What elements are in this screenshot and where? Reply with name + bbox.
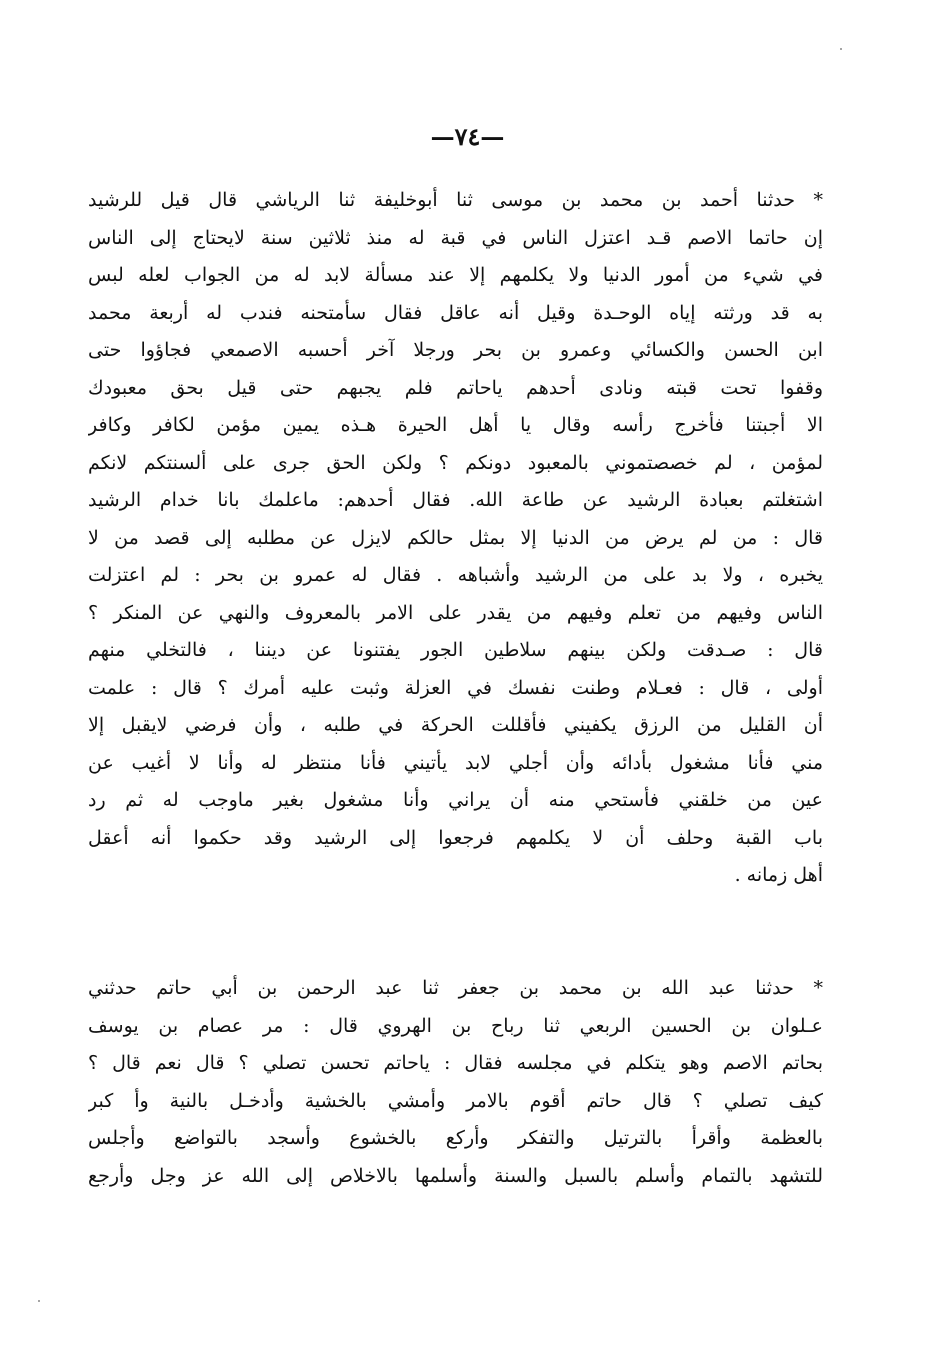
text-line: أهل زمانه .: [734, 864, 823, 886]
text-line: عـلوان بن الحسين الربعي ثنا رباح بن الهروي قال : مر عصام بن يوسف: [88, 1014, 823, 1037]
text-line: به قد ورثته إياه الوحـدة وقيل أنه عاقل فقال سأمتحنه فندب له أربعة محمد: [88, 301, 823, 324]
text-line: إن حاتما الاصم قـد اعتزل الناس في قبة له منذ ثلاثين سنة لايحتاج إلى الناس: [88, 226, 823, 249]
scan-speck: [38, 1300, 40, 1302]
text-line: اشتغلتم بعبادة الرشيد عن طاعة الله. فقال أحدهم: ماعلمك بانا خدام الرشيد: [88, 489, 823, 511]
page-number: —٧٤—: [430, 122, 505, 151]
text-line: بالعظمة وأقرأ بالترتيل والتفكر وأركع بالخشوع وأسجد بالتواضع وأجلس: [88, 1127, 823, 1149]
scan-speck: [840, 48, 842, 50]
text-line: قال : من لم يرض من الدنيا إلا بمثل حالكم لايزل عن مطلبه إلى قصد من لا: [88, 526, 823, 549]
text-line: يخبره ، ولا بد على من الرشيد وأشباهه . فقال له عمرو بن بحر : لم اعتزلت: [88, 564, 823, 586]
text-line: عين من خلقني فأستحي منه أن يراني وأنا مشغول بغير ماوجب له ثم رد: [88, 789, 823, 811]
text-line: * حدثنا أحمد بن محمد بن موسى ثنا أبوخليفة ثنا الرياشي قال قيل للرشيد: [88, 189, 823, 211]
text-line: لمؤمن ، لم خصصتموني بالمعبود دونكم ؟ ولكن الحق جرى على ألسنتكم لانكم: [88, 451, 823, 474]
paragraph-1: [88, 182, 823, 895]
text-line: كيف تصلي ؟ قال حاتم أقوم بالامر وأمشي بالخشية وأدخـل بالنية وأ كبر: [88, 1089, 823, 1112]
text-line: قال : صـدقت ولكن بينهم سلاطين الجور يفتنونا عن ديننا ، فالتخلي منهم: [88, 639, 823, 661]
text-line: أن القليل من الرزق يكفيني فأقللت الحركة في طلبه ، وأن فرضي لايقبل إلا: [88, 714, 823, 736]
text-line: ابن الحسن والكسائي وعمرو بن بحر ورجلا آخر أحسبه الاصمعي فجاؤوا حتى: [88, 339, 823, 361]
text-line: بحاتم الاصم وهو يتكلم في مجلسه فقال : ياحاتم تحسن تصلي ؟ قال نعم قال ؟: [88, 1052, 823, 1074]
text-line: باب القبة وحلف أن لا يكلمهم فرجعوا إلى الرشيد وقد حكموا أنه أعقل: [88, 826, 823, 849]
text-line: * حدثنا عبد الله بن محمد بن جعفر ثنا عبد الرحمن بن أبي حاتم حدثني: [88, 977, 823, 999]
text-line: وقفوا تحت قبته ونادى أحدهم ياحاتم فلم يجبهم حتى قيل بحق معبودك: [88, 376, 823, 399]
text-line: للتشهد بالتمام وأسلم بالسبل والسنة وأسلمها بالاخلاص إلى الله عز وجل وأرجع: [88, 1164, 823, 1187]
paragraph-2: [88, 970, 823, 1195]
text-line: الا أجبتنا فأخرج رأسه وقال يا أهل الحيرة هـذه يمين مؤمن لكافر وكافر: [88, 414, 823, 436]
text-line: الناس وفيهم من تعلم وفيهم من يقدر على الامر بالمعروف والنهي عن المنكر ؟: [88, 601, 823, 624]
text-line: في شيء من أمور الدنيا ولا يكلمهم إلا عند مسألة لابد له من الجواب لعله لبس: [88, 264, 823, 286]
text-line: مني فأنا مشغول بأدائه وأن أجلي لابد يأتيني فأنا منتظر له وأنا لا أغيب عن: [88, 751, 823, 774]
text-line: أولى ، قال : فعـلام وطنت نفسك في العزلة وثبت عليه أمرك ؟ قال : علمت: [88, 676, 823, 699]
